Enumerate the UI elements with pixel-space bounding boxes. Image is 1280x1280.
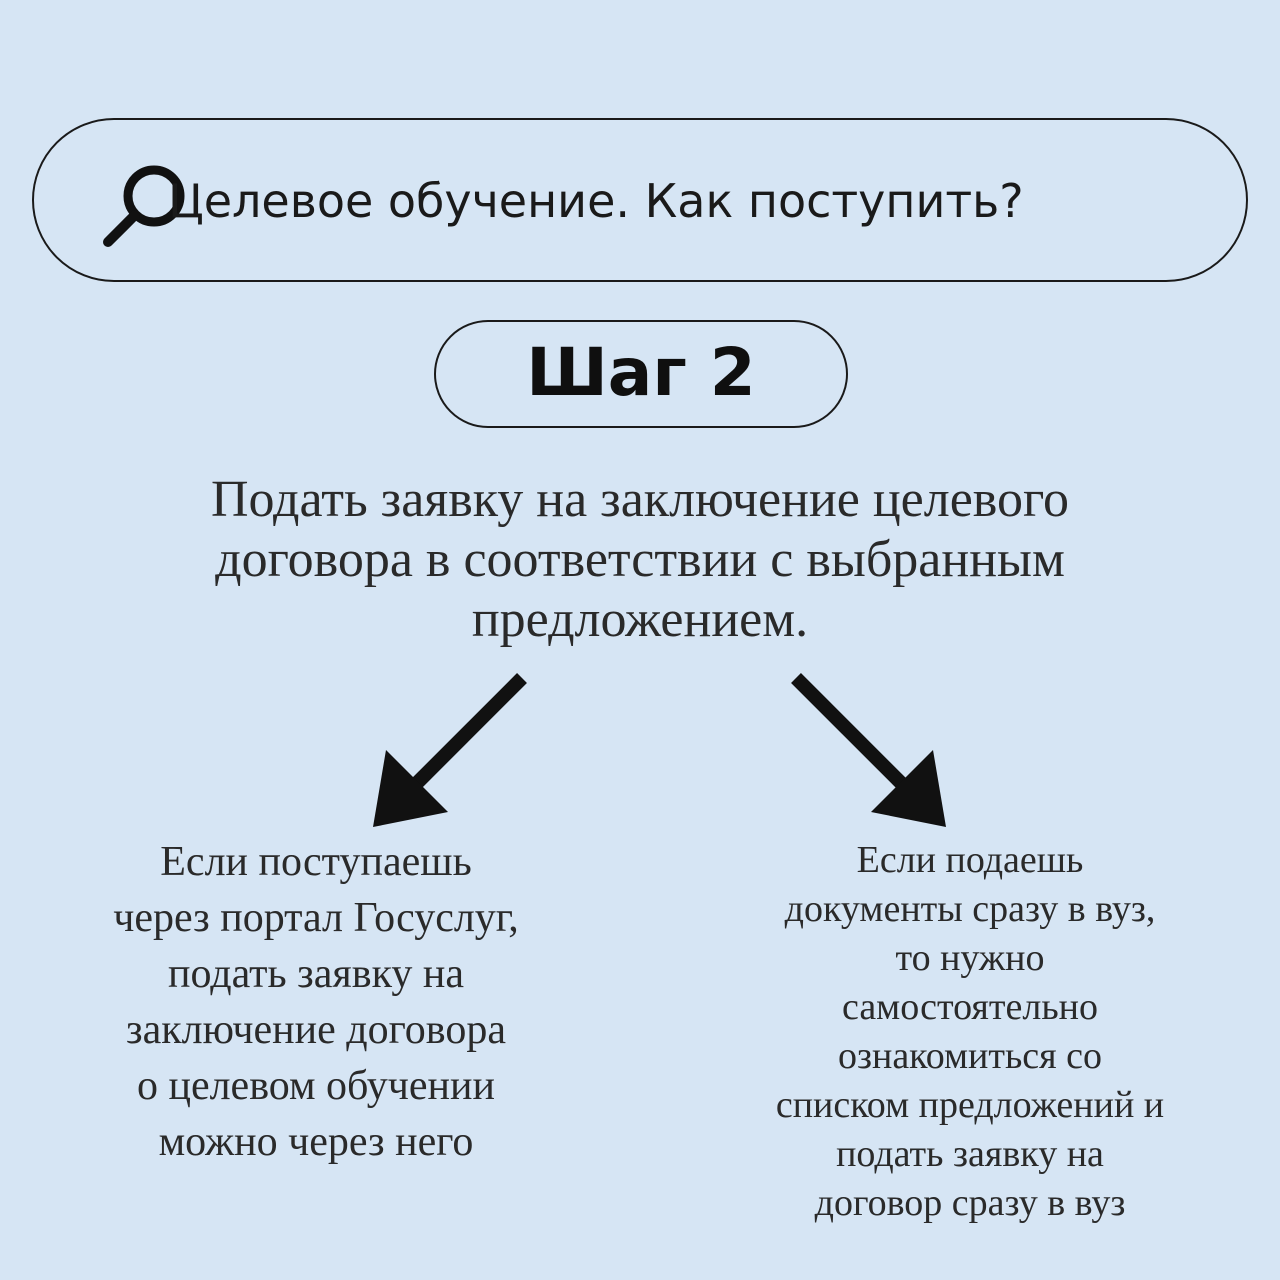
search-query-text: Целевое обучение. Как поступить? <box>168 174 1024 228</box>
arrow-down-left-icon <box>373 678 522 827</box>
branch-gosuslugi: Если поступаешь через портал Госуслуг, подать заявку на заключение договора о целевом обучении можно через него <box>113 839 519 1165</box>
step-badge: Шаг 2 <box>434 320 848 428</box>
arrow-down-right-icon <box>796 678 946 827</box>
main-instruction: Подать заявку на заключение целевого договора в соответствии с выбранным предложением. <box>210 471 1070 648</box>
branch-university: Если подаешь документы сразу в вуз, то нужно самостоятельно ознакомиться со списком предложений и подать заявку на договор сразу в вуз <box>775 839 1165 1224</box>
